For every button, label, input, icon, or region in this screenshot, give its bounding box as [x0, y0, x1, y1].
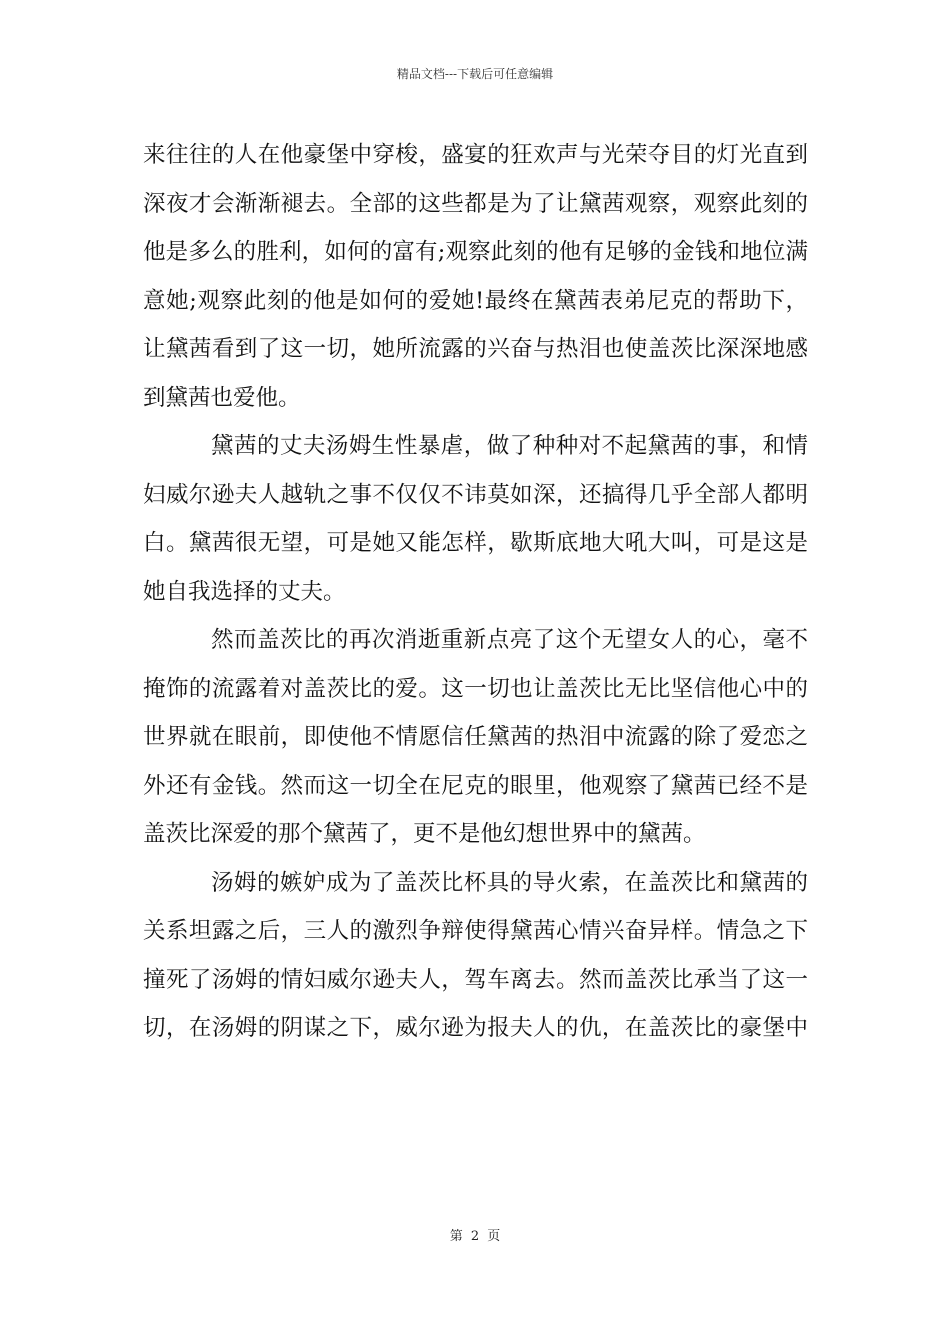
- page-header: 精品文档---下载后可任意编辑: [396, 67, 554, 81]
- text-line: 世界就在眼前，即使他不情愿信任黛茜的热泪中流露的除了爱恋之: [143, 724, 808, 750]
- text-line: 外还有金钱。然而这一切全在尼克的眼里，他观察了黛茜已经不是: [143, 772, 808, 799]
- text-line: 妇威尔逊夫人越轨之事不仅仅不讳莫如深，还搞得几乎全部人都明: [143, 481, 808, 508]
- text-line: 关系坦露之后，三人的激烈争辩使得黛茜心情兴奋异样。情急之下: [143, 918, 808, 944]
- text-line: 盖茨比深爱的那个黛茜了，更不是他幻想世界中的黛茜。: [143, 821, 706, 847]
- body-text: [143, 131, 808, 1053]
- text-line: 来往往的人在他豪堡中穿梭，盛宴的狂欢声与光荣夺目的灯光直到: [143, 142, 808, 168]
- text-line: 她自我选择的丈夫。: [143, 578, 346, 605]
- text-line: 意她;观察此刻的他是如何的爱她!最终在黛茜表弟尼克的帮助下，: [143, 287, 808, 314]
- paragraph-first-line: 然而盖茨比的再次消逝重新点亮了这个无望女人的心，毫不: [211, 627, 808, 653]
- text-line: 白。黛茜很无望，可是她又能怎样，歇斯底地大吼大叫，可是这是: [143, 530, 808, 556]
- text-line: 掩饰的流露着对盖茨比的爱。这一切也让盖茨比无比坚信他心中的: [143, 675, 808, 702]
- text-line: 撞死了汤姆的情妇威尔逊夫人，驾车离去。然而盖茨比承当了这一: [143, 966, 808, 993]
- text-line: 切，在汤姆的阴谋之下，威尔逊为报夫人的仇，在盖茨比的豪堡中: [143, 1015, 808, 1041]
- paragraph-first-line: 黛茜的丈夫汤姆生性暴虐，做了种种对不起黛茜的事，和情: [211, 433, 808, 459]
- text-line: 让黛茜看到了这一切，她所流露的兴奋与热泪也使盖茨比深深地感: [143, 336, 808, 362]
- text-line: 到黛茜也爱他。: [143, 384, 301, 411]
- paragraph-first-line: 汤姆的嫉妒成为了盖茨比杯具的导火索，在盖茨比和黛茜的: [211, 869, 808, 896]
- text-line: 他是多么的胜利，如何的富有;观察此刻的他有足够的金钱和地位满: [143, 239, 808, 265]
- text-line: 深夜才会渐渐褪去。全部的这些都是为了让黛茜观察，观察此刻的: [143, 190, 808, 217]
- page-number: 第 2 页: [449, 1229, 501, 1244]
